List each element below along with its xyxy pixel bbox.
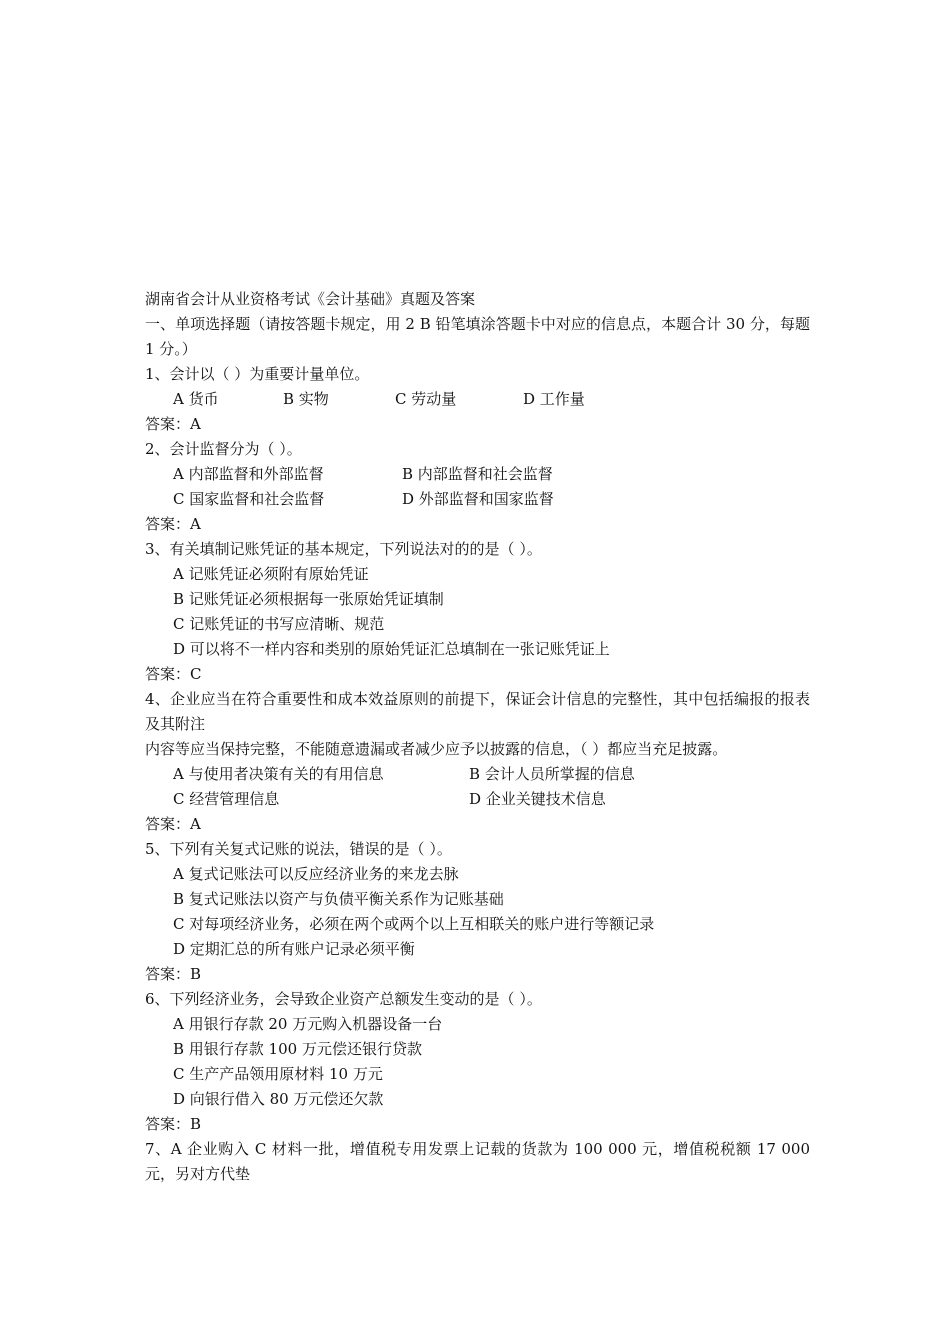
question-1-stem: 1、会计以（ ）为重要计量单位。 (145, 365, 370, 383)
q4-option-c: C 经营管理信息 (173, 790, 280, 808)
q1-option-c: C 劳动量 (395, 390, 457, 408)
question-3-stem: 3、有关填制记账凭证的基本规定，下列说法对的的是（ ）。 (145, 540, 542, 558)
question-4-options-row1 (145, 762, 810, 787)
question-3-answer: 答案：C (145, 665, 202, 683)
q5-option-c: C 对每项经济业务，必须在两个或两个以上互相联关的账户进行等额记录 (173, 915, 655, 933)
question-7-stem: 7、A 企业购入 C 材料一批，增值税专用发票上记载的货款为 100 000 元，增值税税额 17 000 元，另对方代垫 (145, 1140, 810, 1183)
question-1-options (145, 387, 810, 412)
q4-option-d: D 企业关键技术信息 (469, 790, 606, 808)
q5-option-d: D 定期汇总的所有账户记录必须平衡 (173, 940, 415, 958)
q4-option-a: A 与使用者决策有关的有用信息 (173, 765, 384, 783)
q4-option-b: B 会计人员所掌握的信息 (469, 765, 635, 783)
q1-option-b: B 实物 (283, 390, 329, 408)
q6-option-d: D 向银行借入 80 万元偿还欠款 (173, 1090, 384, 1108)
question-6-stem: 6、下列经济业务，会导致企业资产总额发生变动的是（ ）。 (145, 990, 542, 1008)
question-4-answer: 答案：A (145, 815, 201, 833)
question-5-answer: 答案：B (145, 965, 202, 983)
question-5-stem: 5、下列有关复式记账的说法，错误的是（ ）。 (145, 840, 452, 858)
q6-option-a: A 用银行存款 20 万元购入机器设备一台 (173, 1015, 443, 1033)
q2-option-b: B 内部监督和社会监督 (402, 465, 553, 483)
question-4-options-row2 (145, 787, 810, 812)
q2-option-c: C 国家监督和社会监督 (173, 490, 325, 508)
q2-option-d: D 外部监督和国家监督 (402, 490, 554, 508)
q6-option-c: C 生产产品领用原材料 10 万元 (173, 1065, 383, 1083)
q1-option-d: D 工作量 (523, 390, 585, 408)
question-2-answer: 答案：A (145, 515, 201, 533)
q6-option-b: B 用银行存款 100 万元偿还银行贷款 (173, 1040, 422, 1058)
question-4-stem-part1: 4、企业应当在符合重要性和成本效益原则的前提下，保证会计信息的完整性，其中包括编报的报表及其附注 (145, 690, 810, 733)
question-2-options-row1 (145, 462, 810, 487)
q3-option-b: B 记账凭证必须根据每一张原始凭证填制 (173, 590, 444, 608)
question-2-stem: 2、会计监督分为（ ）。 (145, 440, 302, 458)
q1-option-a: A 货币 (173, 390, 219, 408)
q5-option-b: B 复式记账法以资产与负债平衡关系作为记账基础 (173, 890, 504, 908)
question-4-stem-part2: 内容等应当保持完整，不能随意遗漏或者减少应予以披露的信息，（ ）都应当充足披露。 (145, 740, 728, 758)
exam-content (145, 287, 810, 1187)
question-1-answer: 答案：A (145, 415, 201, 433)
q3-option-d: D 可以将不一样内容和类别的原始凭证汇总填制在一张记账凭证上 (173, 640, 610, 658)
question-2-options-row2 (145, 487, 810, 512)
doc-title: 湖南省会计从业资格考试《会计基础》真题及答案 (145, 290, 476, 308)
section-heading: 一、单项选择题（请按答题卡规定，用 2 B 铅笔填涂答题卡中对应的信息点，本题合计 30 分，每题 1 分。） (145, 315, 810, 358)
q3-option-a: A 记账凭证必须附有原始凭证 (173, 565, 369, 583)
q3-option-c: C 记账凭证的书写应清晰、规范 (173, 615, 385, 633)
q5-option-a: A 复式记账法可以反应经济业务的来龙去脉 (173, 865, 459, 883)
question-6-answer: 答案：B (145, 1115, 202, 1133)
q2-option-a: A 内部监督和外部监督 (173, 465, 324, 483)
